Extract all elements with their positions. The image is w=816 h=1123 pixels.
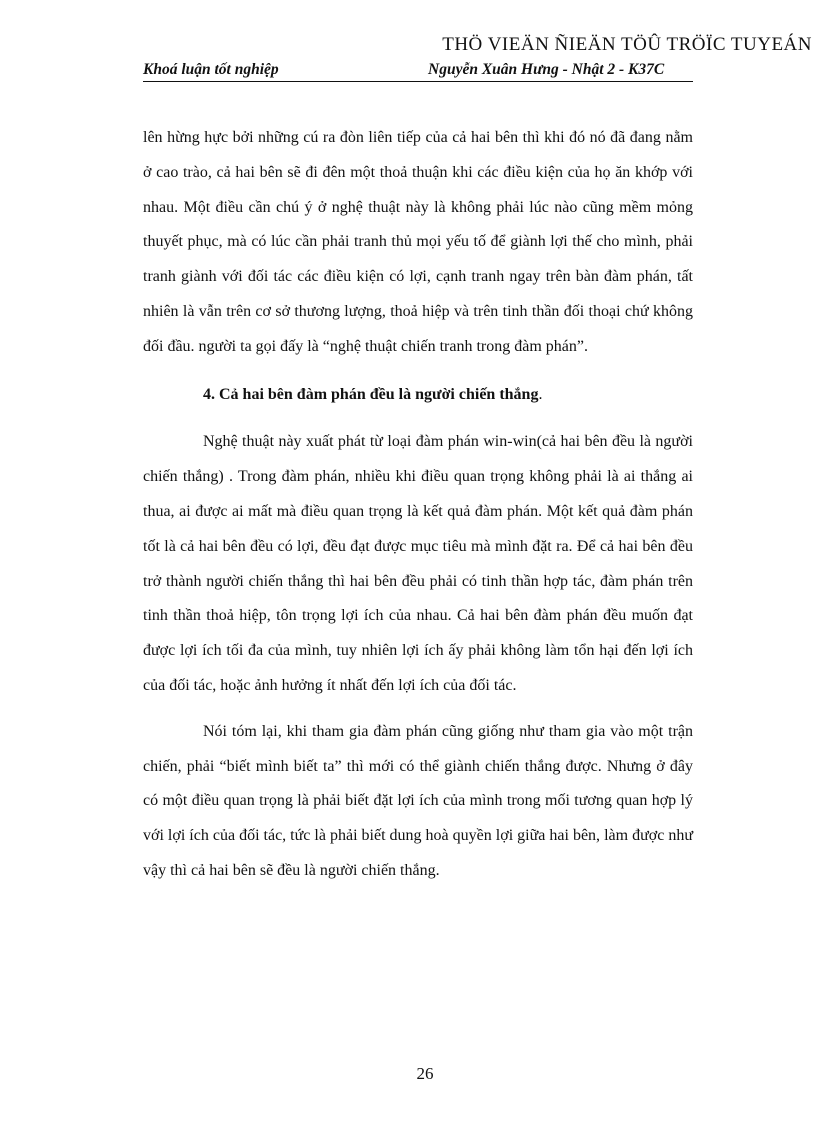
page-body	[143, 121, 693, 889]
page-number: 26	[416, 1064, 434, 1083]
section-heading-text: 4. Cả hai bên đàm phán đều là người chiến thắng	[203, 385, 539, 403]
paragraph-2: Nghệ thuật này xuất phát từ loại đàm phán win-win(cả hai bên đều là người chiến thắng) . Trong đàm phán, nhiều khi điều quan trọng không phải là ai thắng ai thua, ai được ai mất mà điều quan trọng là kết quả đàm phán. Một kết quả đàm phán tốt là cả hai bên đều có lợi, đều đạt được mục tiêu mà mình đặt ra. Để cả hai bên đều trở thành người chiến thắng thì hai bên đều phải có tinh thần hợp tác, đàm phán trên tinh thần thoả hiệp, tôn trọng lợi ích của nhau. Cả hai bên đàm phán đều muốn đạt được lợi ích tối đa của mình, tuy nhiên lợi ích ấy phải không làm tổn hại đến lợi ích của đối tác, hoặc ảnh hưởng ít nhất đến lợi ích của đối tác.	[143, 433, 693, 694]
section-heading	[143, 378, 693, 413]
header-divider	[143, 81, 693, 82]
paragraph-3: Nói tóm lại, khi tham gia đàm phán cũng giống như tham gia vào một trận chiến, phải “biết mình biết ta” thì mới có thể giành chiến thắng được. Nhưng ở đây có một điều quan trọng là phải biết đặt lợi ích của mình trong mối tương quan hợp lý với lợi ích của đối tác, tức là phải biết dung hoà quyền lợi giữa hai bên, làm được như vậy thì cả hai bên sẽ đều là người chiến thắng.	[143, 722, 693, 879]
header-thesis-title: Khoá luận tốt nghiệp	[143, 61, 279, 78]
running-header	[143, 61, 693, 81]
paragraph-1: lên hừng hực bởi những cú ra đòn liên tiếp của cả hai bên thì khi đó nó đã đang nằm ở cao trào, cả hai bên sẽ đi đên một thoả thuận khi các điều kiện của họ ăn khớp với nhau. Một điều cần chú ý ở nghệ thuật này là không phải lúc nào cũng mềm mỏng thuyết phục, mà có lúc cần phải tranh thủ mọi yếu tố để giành lợi thế cho mình, phải tranh giành với đối tác các điều kiện có lợi, cạnh tranh ngay trên bàn đàm phán, tất nhiên là vẫn trên cơ sở thương lượng, thoả hiệp và trên tinh thần đối thoại chứ không đối đầu. người ta gọi đấy là “nghệ thuật chiến tranh trong đàm phán”.	[143, 129, 693, 355]
header-author: Nguyễn Xuân Hưng - Nhật 2 - K37C	[428, 61, 665, 78]
section-heading-period: .	[538, 385, 543, 403]
library-watermark: THÖ VIEÄN ÑIEÄN TÖÛ TRÖÏC TUYEÁN	[442, 34, 812, 55]
